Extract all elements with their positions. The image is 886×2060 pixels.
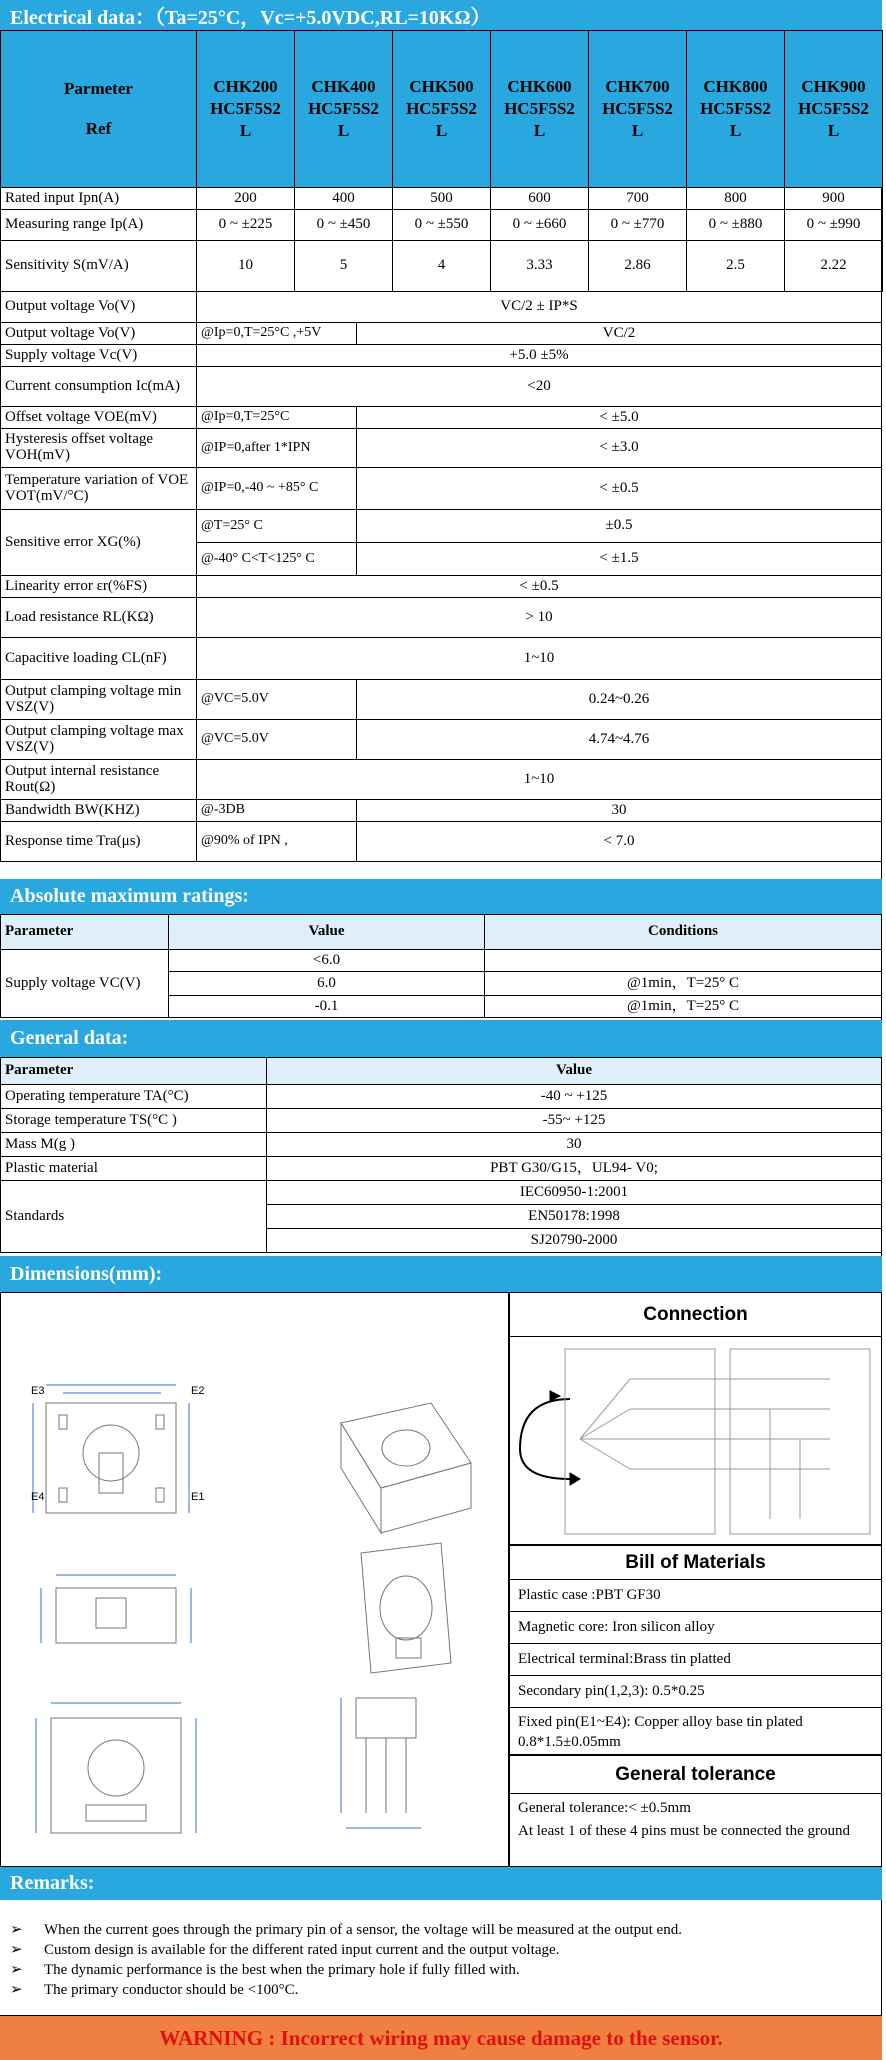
tolerance-note: At least 1 of these 4 pins must be connected the ground bbox=[518, 1823, 851, 1839]
remark-item: ➢ Custom design is available for the different rated input current and the output voltage. bbox=[10, 1942, 560, 1958]
bom-title: Bill of Materials bbox=[510, 1546, 881, 1580]
standards-row: SJ20790-2000 bbox=[1, 1229, 882, 1253]
standards-row: EN50178:1998 bbox=[1, 1205, 882, 1229]
bom-item: Secondary pin(1,2,3): 0.5*0.25 bbox=[510, 1676, 881, 1708]
tolerance-text: General tolerance:< ±0.5mm bbox=[518, 1800, 691, 1816]
electrical-data-title bbox=[0, 0, 882, 30]
general-row: Storage temperature TS(°C ) -55~ +125 bbox=[1, 1109, 882, 1133]
spec-row: Offset voltage VOE(mV) @Ip=0,T=25°C < ±5.0 bbox=[1, 407, 882, 429]
iso-view-2-drawing bbox=[361, 1543, 451, 1673]
pin-view-drawing bbox=[341, 1698, 421, 1828]
spec-row: Output clamping voltage max VSZ(V) @VC=5.0V 4.74~4.76 bbox=[1, 720, 882, 760]
pin-label-e3: E3 bbox=[31, 1385, 45, 1397]
connection-diagram bbox=[510, 1339, 881, 1544]
absolute-row: -0.1 @1min，T=25° C bbox=[1, 996, 882, 1018]
spec-row: Output internal resistance Rout(Ω) 1~10 bbox=[1, 760, 882, 800]
remarks-title: Remarks: bbox=[0, 1867, 882, 1900]
connection-title: Connection bbox=[510, 1293, 881, 1337]
standards-row: Standards IEC60950-1:2001 bbox=[1, 1181, 882, 1205]
electrical-table bbox=[0, 30, 882, 862]
spec-row: Load resistance RL(KΩ) > 10 bbox=[1, 598, 882, 638]
model-header-row bbox=[1, 31, 883, 188]
top-view-drawing bbox=[33, 1385, 189, 1513]
general-row: Plastic material PBT G30/G15，UL94- V0; bbox=[1, 1157, 882, 1181]
general-header-row: Parameter Value bbox=[1, 1058, 882, 1085]
param-header: Parmeter bbox=[64, 78, 133, 98]
model-header: CHK500 HC5F5S2 L bbox=[393, 31, 491, 188]
general-data-title: General data: bbox=[0, 1020, 882, 1057]
spec-row: Output voltage Vo(V) @Ip=0,T=25°C ,+5V VC/2 bbox=[1, 323, 882, 345]
spec-row: Temperature variation of VOE VOT(mV/°C) @IP=0,-40 ~ +85° C < ±0.5 bbox=[1, 468, 882, 510]
absolute-header-row: Parameter Value Conditions bbox=[1, 915, 882, 950]
remark-item: ➢ The primary conductor should be <100°C. bbox=[10, 1982, 299, 1998]
spec-row: Capacitive loading CL(nF) 1~10 bbox=[1, 638, 882, 680]
warning-text: WARNING : Incorrect wiring may cause damage to the sensor. bbox=[159, 2025, 723, 2050]
spec-row: Linearity error εr(%FS) < ±0.5 bbox=[1, 576, 882, 598]
general-row: Operating temperature TA(°C) -40 ~ +125 bbox=[1, 1085, 882, 1109]
pin-label-e1: E1 bbox=[191, 1491, 205, 1503]
general-data-table bbox=[0, 1057, 882, 1253]
ref-header: Ref bbox=[85, 119, 112, 138]
connection-panel bbox=[509, 1292, 882, 1545]
bom-item: Fixed pin(E1~E4): Copper alloy base tin plated 0.8*1.5±0.05mm bbox=[518, 1713, 803, 1750]
spec-row: Current consumption Ic(mA) <20 bbox=[1, 367, 882, 407]
pin-label-e4: E4 bbox=[31, 1491, 45, 1503]
model-header: CHK900 HC5F5S2 L bbox=[785, 31, 883, 188]
sensitive-error-row: Sensitive error XG(%) @T=25° C ±0.5 bbox=[1, 510, 882, 543]
model-header: CHK700 HC5F5S2 L bbox=[589, 31, 687, 188]
absolute-row: Supply voltage VC(V) <6.0 bbox=[1, 950, 882, 972]
tolerance-panel bbox=[509, 1755, 882, 1867]
absolute-ratings-table bbox=[0, 914, 882, 1018]
sensitive-error-row-2: @-40° C<T<125° C < ±1.5 bbox=[1, 543, 882, 576]
spec-row: Bandwidth BW(KHZ) @-3DB 30 bbox=[1, 800, 882, 822]
param-ref-header bbox=[1, 31, 197, 188]
iso-view-1-drawing bbox=[341, 1403, 471, 1533]
bom-panel bbox=[509, 1545, 882, 1755]
spec-row: Output clamping voltage min VSZ(V) @VC=5.0V 0.24~0.26 bbox=[1, 680, 882, 720]
pin-label-e2: E2 bbox=[191, 1385, 205, 1397]
bom-item: Plastic case :PBT GF30 bbox=[510, 1580, 881, 1612]
dimensions-title: Dimensions(mm): bbox=[0, 1256, 882, 1292]
remark-item: ➢ The dynamic performance is the best when the primary hole if fully filled with. bbox=[10, 1962, 520, 1978]
model-header: CHK800 HC5F5S2 L bbox=[687, 31, 785, 188]
spec-row: Output voltage Vo(V) VC/2 ± IP*S bbox=[1, 292, 882, 323]
spec-row: Response time Tra(μs) @90% of IPN , < 7.0 bbox=[1, 822, 882, 862]
measuring-range-row: Measuring range Ip(A) 0 ~ ±225 0 ~ ±450 0 ~ ±550 0 ~ ±660 0 ~ ±770 0 ~ ±880 0 ~ ±990 bbox=[1, 210, 883, 241]
remarks-list bbox=[0, 1900, 882, 2016]
rated-input-row: Rated input Ipn(A) 200 400 500 600 700 800 900 bbox=[1, 188, 883, 210]
spec-row: Supply voltage Vc(V) +5.0 ±5% bbox=[1, 345, 882, 367]
absolute-row: 6.0 @1min，T=25° C bbox=[1, 972, 882, 996]
bom-item: Magnetic core: Iron silicon alloy bbox=[510, 1612, 881, 1644]
general-row: Mass M(g ) 30 bbox=[1, 1133, 882, 1157]
remark-item: ➢ When the current goes through the primary pin of a sensor, the voltage will be measured at the output end. bbox=[10, 1922, 682, 1938]
sensitivity-row: Sensitivity S(mV/A) 10 5 4 3.33 2.86 2.5 2.22 bbox=[1, 241, 883, 292]
bom-item: Electrical terminal:Brass tin platted bbox=[510, 1644, 881, 1676]
warning-banner bbox=[0, 2016, 882, 2060]
model-header: CHK400 HC5F5S2 L bbox=[295, 31, 393, 188]
front-view-drawing bbox=[36, 1703, 196, 1833]
model-header: CHK200 HC5F5S2 L bbox=[197, 31, 295, 188]
spec-row: Hysteresis offset voltage VOH(mV) @IP=0,after 1*IPN < ±3.0 bbox=[1, 429, 882, 468]
model-header: CHK600 HC5F5S2 L bbox=[491, 31, 589, 188]
tolerance-title: General tolerance bbox=[510, 1756, 881, 1794]
absolute-ratings-title: Absolute maximum ratings: bbox=[0, 879, 882, 914]
side-view-drawing bbox=[41, 1575, 191, 1643]
sensor-drawing-svg bbox=[1, 1293, 508, 1866]
electrical-data-title-text: Electrical data：（Ta=25°C，Vc=+5.0VDC,RL=10KΩ） bbox=[10, 6, 491, 29]
dimension-drawings bbox=[0, 1292, 509, 1867]
